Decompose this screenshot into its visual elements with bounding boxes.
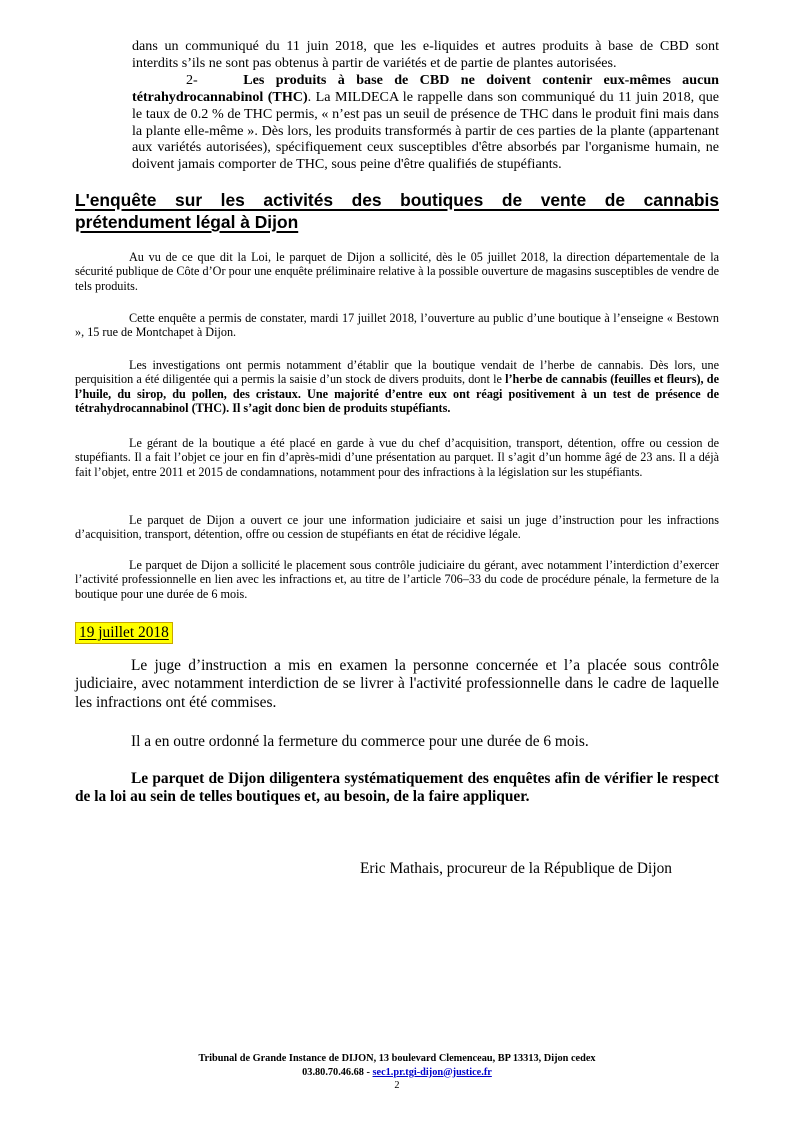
- footer-email-link[interactable]: sec1.pr.tgi-dijon@justice.fr: [372, 1066, 492, 1078]
- section-paragraph-2: Cette enquête a permis de constater, mardi 17 juillet 2018, l’ouverture au public d’une boutique à l’enseigne « Bestown », 15 rue de Montchapet à Dijon.: [75, 311, 719, 340]
- section-paragraph-4: Le gérant de la boutique a été placé en garde à vue du chef d’acquisition, transport, détention, offre ou cession de stupéfiants. Il a fait l’objet ce jour en fin d’après-midi d’une présentation au parquet. Il s’agit d’un homme âgé de 23 ans. Il a déjà fait l’objet, entre 2011 et 2015 de condamnations, notamment pour des infractions à la législation sur les stupéfiants.: [75, 436, 719, 479]
- section-paragraph-6: Le parquet de Dijon a sollicité le placement sous contrôle judiciaire du gérant, avec notamment l’interdiction d’exercer l’activité professionnelle en lien avec les infractions et, au titre de l’article 706–33 du code de procédure pénale, la fermeture de la boutique pour une durée de 6 mois.: [75, 558, 719, 601]
- page-footer: [0, 1052, 794, 1093]
- footer-contact: [0, 1066, 794, 1080]
- section-paragraph-5: Le parquet de Dijon a ouvert ce jour une information judiciaire et saisi un juge d’instruction pour les infractions d’acquisition, transport, détention, offre ou cession de stupéfiants en état de récidive légale.: [75, 513, 719, 542]
- intro-line-1: dans un communiqué du 11 juin 2018, que les e-liquides et autres produits à base de CBD sont: [132, 38, 719, 54]
- point-2-body: tétrahydrocannabinol (THC). La MILDECA le rappelle dans son communiqué du 11 juin 2018, que le taux de 0.2 % de THC permis, « n’est pas un seuil de présence de THC dans le produit fini mais dans la plante elle-même ». Dès lors, les produits transformés à partir de ces parties de la plante (appartenant aux variétés autorisées), spécifiquement ceux susceptibles d'être absorbés par l'organisme humain, ne doivent jamais comporter de THC, sous peine d'être qualifiés de stupéfiants.: [132, 89, 719, 173]
- section-heading-line-1: L'enquête sur les activités des boutiques de vente de cannabis: [75, 190, 719, 210]
- section-paragraph-3: Les investigations ont permis notamment d’établir que la boutique vendait de l’herbe de cannabis. Dès lors, une perquisition a été diligentée qui a permis la saisie d’un stock de divers produits, dont le l’herbe de cannabis (feuilles et fleurs), de l’huile, du sirop, du pollen, des cristaux. Une majorité d’entre eux ont réagi positivement à un test de présence de tétrahydrocannabinol (THC). Il s’agit donc bien de produits stupéfiants.: [75, 358, 719, 416]
- point-2-bold-heading: Les produits à base de CBD ne doivent contenir eux-mêmes aucun: [243, 72, 719, 88]
- footer-phone: 03.80.70.46.68 -: [302, 1066, 373, 1078]
- seized-products-bold: l’herbe de cannabis (feuilles et fleurs), de l’huile, du sirop, du pollen, des cristaux. Une majorité d’entre eux ont réagi positivement à un test de présence de tétrahydrocannabinol (THC). Il s’agit donc bien de produits stupéfiants.: [75, 372, 719, 416]
- thc-term: tétrahydrocannabinol (THC): [132, 89, 308, 105]
- section-paragraph-1: Au vu de ce que dit la Loi, le parquet de Dijon a sollicité, dès le 05 juillet 2018, la direction départementale de la sécurité publique de Côte d’Or pour une enquête préliminaire relative à la possible ouverture de magasins susceptibles de vendre de tels produits.: [75, 250, 719, 293]
- update-date-highlight: 19 juillet 2018: [75, 622, 173, 644]
- page-number: 2: [394, 1080, 400, 1091]
- point-2-first-line: [132, 72, 719, 89]
- footer-address: Tribunal de Grande Instance de DIJON, 13 boulevard Clemenceau, BP 13313, Dijon cedex: [198, 1053, 596, 1064]
- intro-line-2: interdits s’ils ne sont pas obtenus à partir de variétés et de partie de plantes autorisées.: [132, 55, 617, 71]
- signature: Eric Mathais, procureur de la République de Dijon: [360, 860, 672, 877]
- update-conclusion-bold: Le parquet de Dijon diligentera systématiquement des enquêtes afin de vérifier le respect de la loi au sein de telles boutiques et, au besoin, de la faire appliquer.: [75, 770, 719, 806]
- point-2-number: 2-: [186, 72, 198, 88]
- section-heading-line-2: prétendument légal à Dijon: [75, 212, 299, 232]
- update-paragraph-1: Le juge d’instruction a mis en examen la personne concernée et l’a placée sous contrôle judiciaire, avec notamment interdiction de se livrer à l'activité professionnelle dans le cadre de laquelle les infractions ont été commises.: [75, 657, 719, 711]
- update-paragraph-2: Il a en outre ordonné la fermeture du commerce pour une durée de 6 mois.: [131, 733, 589, 750]
